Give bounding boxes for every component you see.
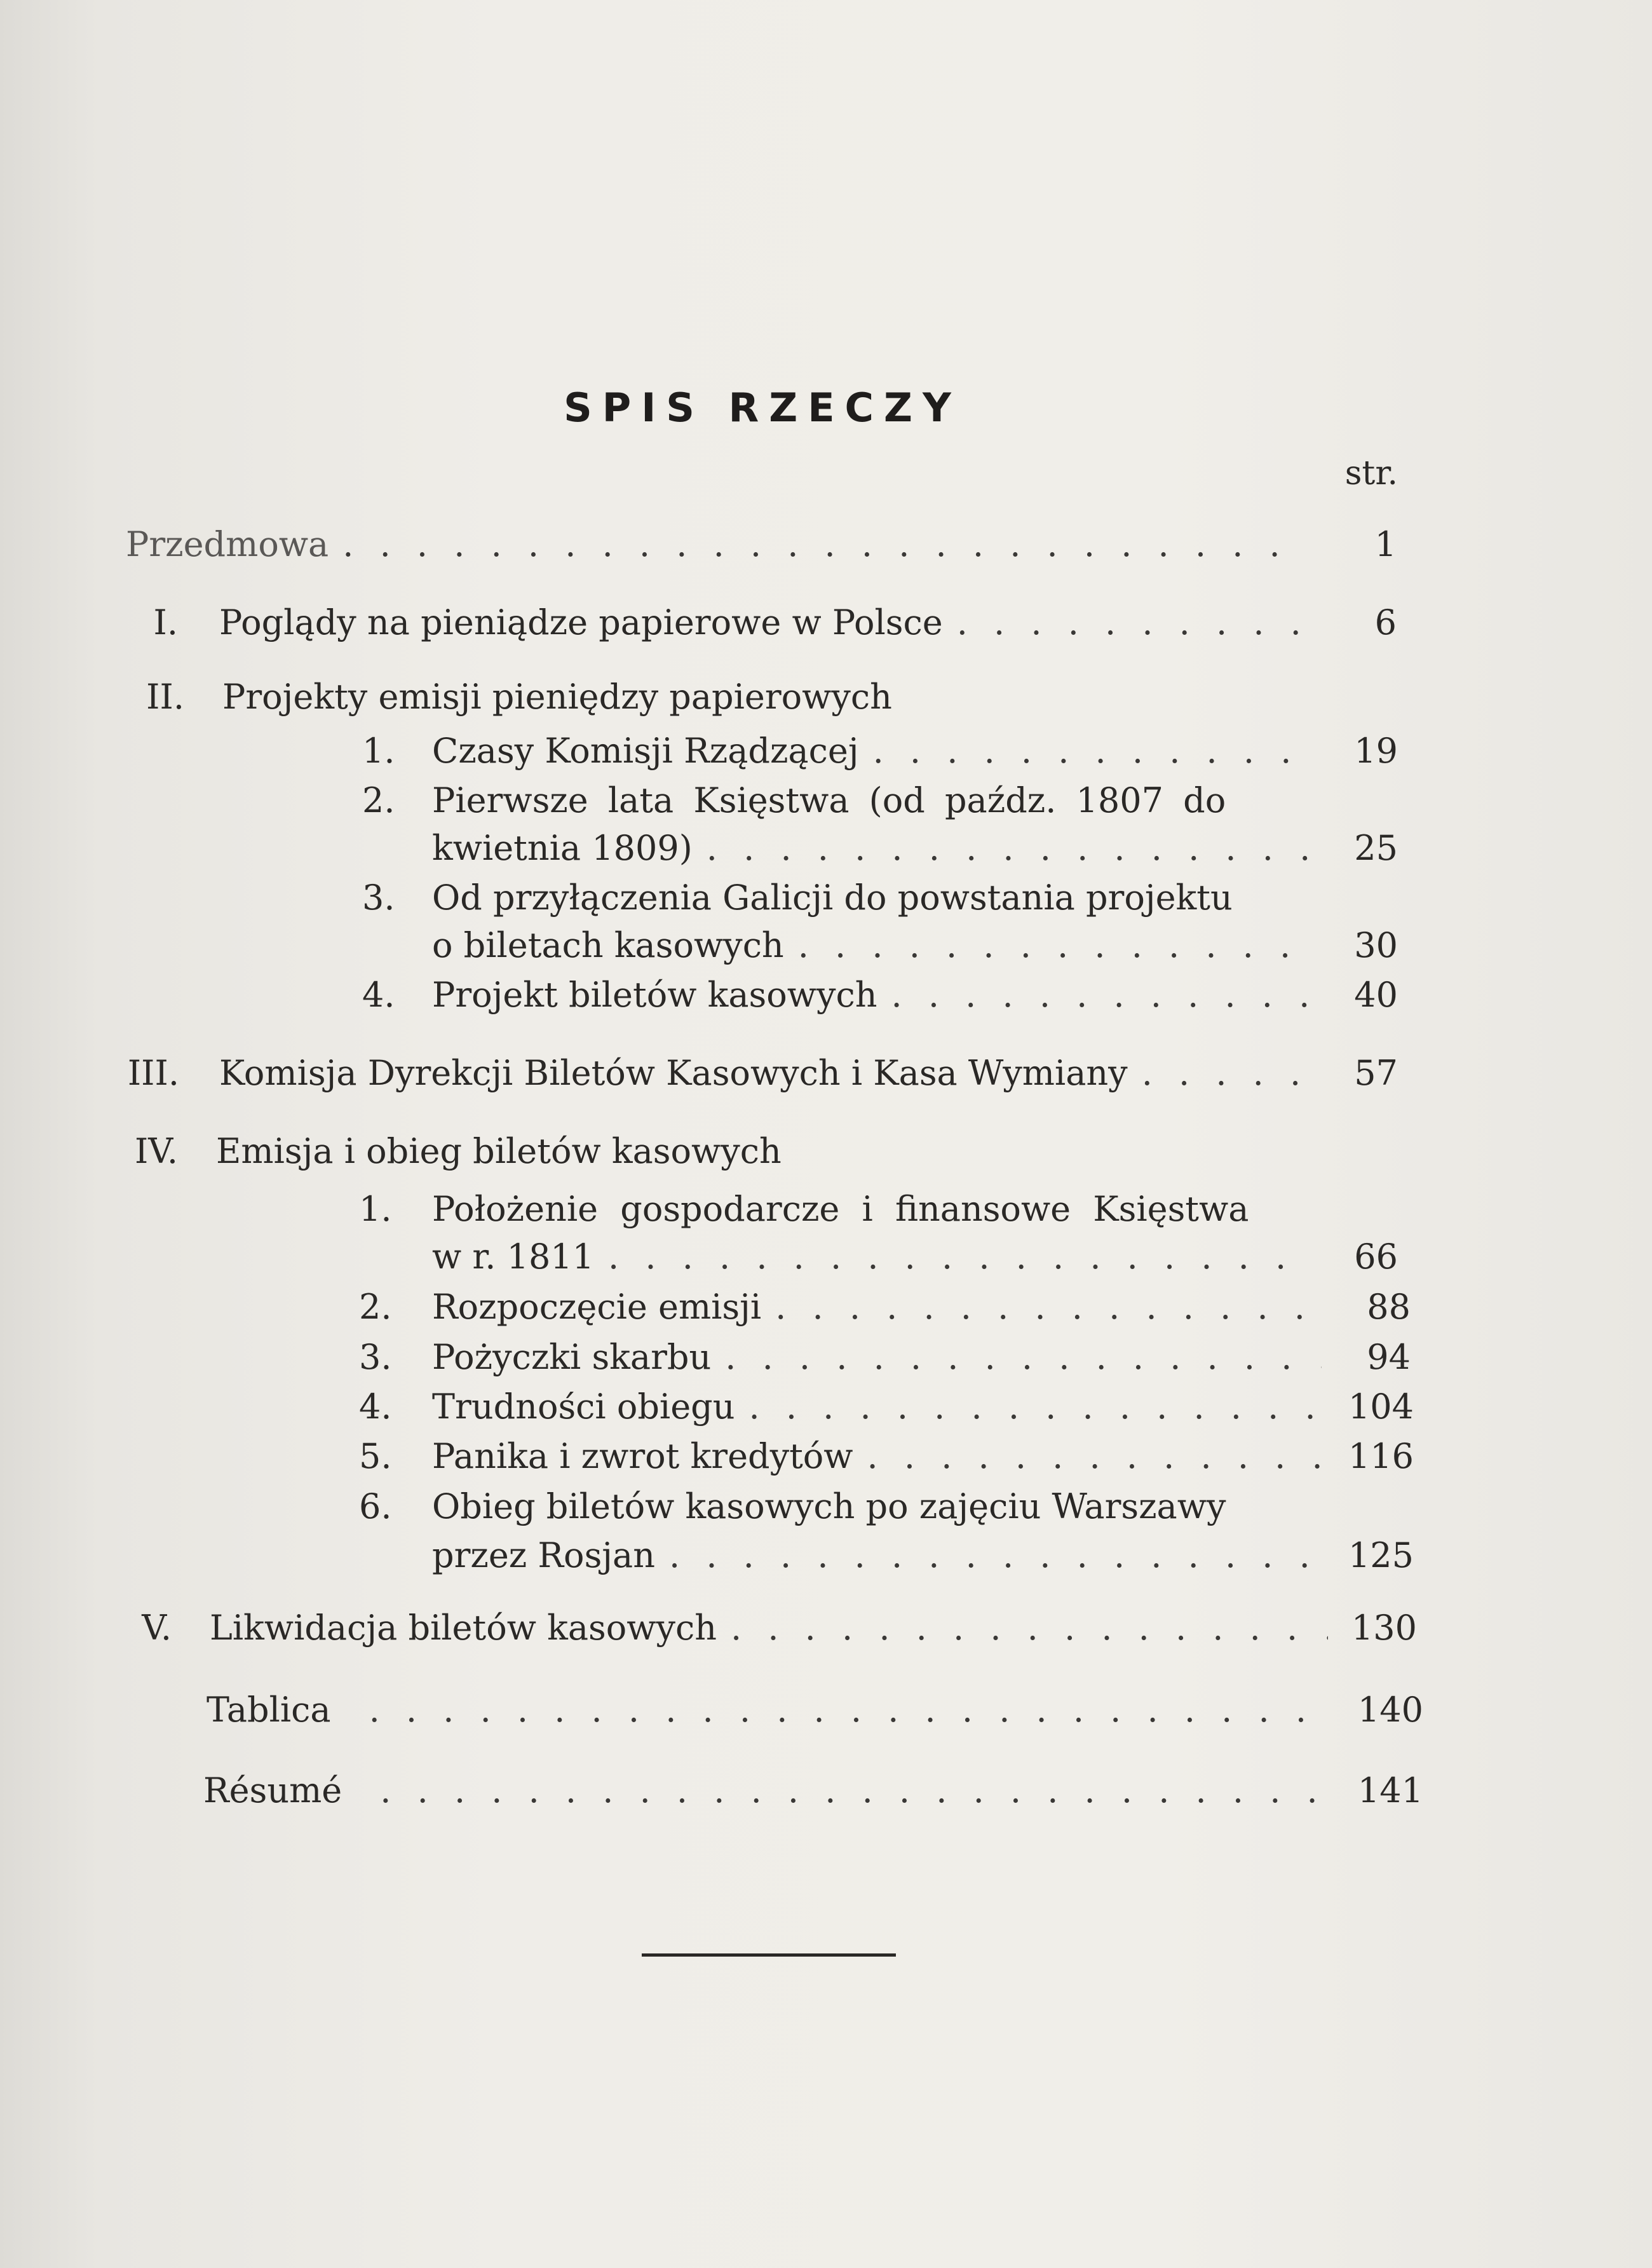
leader-dots [707,826,1309,871]
section-number: 1. [359,1189,392,1229]
entry-label-continued: przez Rosjan [432,1535,655,1575]
closing-rule [642,1953,896,1957]
toc-entry-chapter-4 [216,1129,1398,1174]
leader-dots [608,1235,1309,1279]
entry-page: 94 [1367,1337,1411,1377]
toc-entry-4-6-line2 [432,1533,1414,1578]
leader-dots [749,1385,1325,1429]
leader-dots [1142,1051,1309,1096]
entry-page: 40 [1354,975,1398,1015]
toc-entry-4-2 [432,1285,1411,1329]
leader-dots [669,1533,1325,1578]
toc-entry-2-1 [432,729,1398,773]
entry-page: 1 [1374,524,1397,564]
toc-entry-2-2-line1 [432,778,1398,823]
leader-dots [380,1769,1334,1813]
entry-page: 125 [1348,1535,1414,1575]
entry-label: Projekt biletów kasowych [432,975,877,1015]
entry-label: Pierwsze lata Księstwa (od paźdz. 1807 do [432,780,1226,820]
entry-page: 88 [1367,1287,1411,1327]
toc-entry-2-3-line2 [432,923,1398,968]
leader-dots [775,1285,1322,1329]
entry-label: Panika i zwrot kredytów [432,1436,853,1476]
entry-label: Przedmowa [126,524,329,564]
leader-dots [873,729,1309,773]
section-number: 4. [359,1387,392,1427]
section-number: 5. [359,1436,392,1476]
leader-dots [731,1606,1328,1650]
toc-entry-2-3-line1 [432,876,1398,920]
chapter-number: II. [146,677,184,717]
entry-page: 130 [1351,1608,1417,1648]
entry-label: Likwidacja biletów kasowych [210,1608,717,1648]
chapter-number: V. [142,1608,172,1648]
toc-entry-4-4 [432,1385,1414,1429]
entry-page: 57 [1354,1053,1398,1093]
section-number: 1. [362,731,395,771]
entry-label: Emisja i obieg biletów kasowych [216,1131,782,1171]
entry-page: 6 [1374,602,1397,642]
toc-entry-tablica [207,1688,1423,1732]
entry-label-continued: o biletach kasowych [432,925,784,965]
toc-entry-4-6-line1 [432,1484,1423,1529]
entry-page: 141 [1357,1770,1423,1810]
entry-label: Od przyłączenia Galicji do powstania projektu [432,878,1233,918]
entry-label: Tablica [207,1690,331,1730]
toc-entry-chapter-5 [210,1606,1417,1650]
entry-label: Czasy Komisji Rządzącej [432,731,859,771]
chapter-number: I. [153,602,178,642]
chapter-number: III. [127,1053,179,1093]
entry-page: 104 [1348,1387,1414,1427]
toc-entry-4-1-line2 [432,1235,1398,1279]
entry-label: Rozpoczęcie emisji [432,1287,762,1327]
section-number: 4. [362,975,395,1015]
toc-entry-2-2-line2 [432,826,1398,871]
page-column-label: str. [1344,454,1398,492]
entry-label: Położenie gospodarcze i finansowe Księstwa [432,1189,1249,1229]
chapter-number: IV. [134,1131,178,1171]
leader-dots [342,522,1308,567]
section-number: 3. [362,878,395,918]
leader-dots [369,1688,1334,1732]
entry-label-continued: w r. 1811 [432,1237,595,1277]
toc-entry-resume [203,1769,1423,1813]
toc-entry-chapter-3 [219,1051,1398,1096]
entry-page: 66 [1354,1237,1398,1277]
entry-label: Trudności obiegu [432,1387,735,1427]
toc-entry-4-5 [432,1434,1414,1479]
entry-page: 116 [1348,1436,1414,1476]
section-number: 2. [359,1287,392,1327]
toc-entry-przedmowa [126,522,1397,567]
leader-dots [957,601,1308,645]
section-number: 3. [359,1337,392,1377]
toc-entry-4-1-line1 [432,1187,1411,1232]
entry-label: Projekty emisji pieniędzy papierowych [222,677,892,717]
leader-dots [867,1434,1325,1479]
entry-page: 19 [1354,731,1398,771]
leader-dots [891,973,1310,1017]
entry-label-continued: kwietnia 1809) [432,828,693,868]
leader-dots [725,1335,1322,1380]
toc-entry-chapter-1 [219,601,1397,645]
toc-entry-4-3 [432,1335,1411,1380]
page-title: SPIS RZECZY [564,384,961,431]
entry-label: Komisja Dyrekcji Biletów Kasowych i Kasa Wymiany [219,1053,1128,1093]
entry-label: Pożyczki skarbu [432,1337,712,1377]
entry-label: Résumé [203,1770,342,1810]
entry-label: Obieg biletów kasowych po zajęciu Warszawy [432,1486,1226,1526]
section-number: 6. [359,1486,392,1526]
entry-label: Poglądy na pieniądze papierowe w Polsce [219,602,943,642]
entry-page: 30 [1354,925,1398,965]
section-number: 2. [362,780,395,820]
toc-entry-chapter-2 [222,675,1398,719]
entry-page: 25 [1354,828,1398,868]
entry-page: 140 [1357,1690,1423,1730]
leader-dots [798,923,1309,968]
toc-entry-2-4 [432,973,1398,1017]
